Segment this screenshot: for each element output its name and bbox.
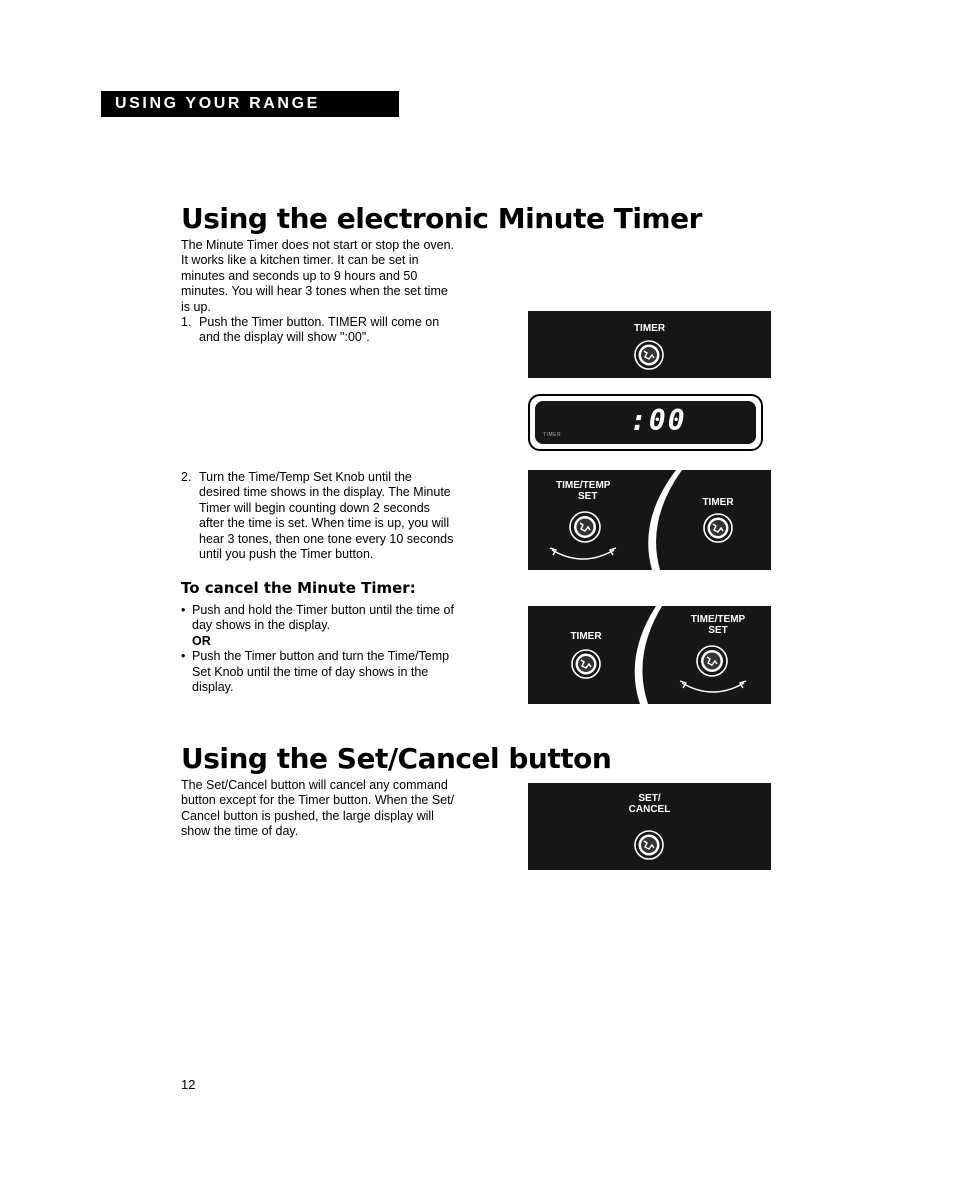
- cancel-timer-figure: [528, 606, 771, 704]
- timer-label: TIMER: [570, 631, 602, 642]
- bullet-line: day shows in the display.: [192, 618, 331, 633]
- label-line: TIME/TEMP: [690, 614, 746, 625]
- set-cancel-button-icon: [633, 829, 665, 861]
- rotate-arrow-icon: [548, 546, 618, 566]
- page-number: 12: [181, 1077, 196, 1092]
- bullet-line: Push and hold the Timer button until the time of: [192, 603, 454, 617]
- timer-label: TIMER: [702, 497, 734, 508]
- intro-line: It works like a kitchen timer. It can be set in: [181, 253, 419, 268]
- intro-line: The Minute Timer does not start or stop the oven.: [181, 238, 455, 252]
- list-item: [181, 649, 481, 695]
- time-temp-set-label: [556, 480, 616, 502]
- step-number: 2.: [181, 470, 192, 484]
- time-temp-knob-figure: [528, 470, 771, 570]
- step-line: Push the Timer button. TIMER will come on: [199, 315, 440, 329]
- bullet-line: Set Knob until the time of day shows in the: [192, 664, 429, 679]
- label-line: SET/: [638, 793, 661, 804]
- intro-line: is up.: [181, 299, 211, 314]
- step-number: 1.: [181, 315, 192, 329]
- list-item: [181, 603, 481, 634]
- step-line: after the time is set. When time is up, you will: [199, 516, 450, 531]
- step-line: hear 3 tones, then one tone every 10 seconds: [199, 531, 454, 546]
- label-line: SET: [578, 491, 598, 502]
- intro-line: minutes. You will hear 3 tones when the set time: [181, 284, 448, 299]
- timer-label: TIMER: [633, 323, 666, 334]
- timer-button-icon: [570, 648, 602, 680]
- label-line: TIME/TEMP: [556, 480, 611, 491]
- section-title-minute-timer: Using the electronic Minute Timer: [181, 202, 702, 235]
- paragraph-line: Cancel button is pushed, the large display will: [181, 808, 434, 823]
- set-cancel-paragraph: [181, 778, 481, 840]
- timer-display-figure: [528, 394, 763, 451]
- set-cancel-button-figure: [528, 783, 771, 870]
- section-title-set-cancel: Using the Set/Cancel button: [181, 742, 612, 775]
- time-temp-set-label: [683, 614, 753, 636]
- timer-intro-paragraph: [181, 238, 481, 315]
- intro-line: minutes and seconds up to 9 hours and 50: [181, 268, 418, 283]
- step-line: desired time shows in the display. The Minute: [199, 485, 451, 500]
- bullet-line: Push the Timer button and turn the Time/Temp: [192, 649, 450, 664]
- step-line: Timer will begin counting down 2 seconds: [199, 500, 430, 515]
- timer-button-icon: [702, 512, 734, 544]
- section-header: USING YOUR RANGE: [101, 91, 399, 117]
- label-line: SET: [708, 625, 728, 636]
- display-timer-indicator: TIMER: [543, 432, 562, 438]
- paragraph-line: button except for the Timer button. When the Set/: [181, 793, 455, 808]
- bullet-mark: •: [181, 603, 186, 617]
- or-label: OR: [192, 633, 211, 648]
- paragraph-line: show the time of day.: [181, 824, 299, 839]
- cancel-instructions: [181, 603, 481, 695]
- timer-button-icon: [633, 339, 665, 371]
- time-temp-knob-icon: [695, 644, 729, 678]
- step-line: until you push the Timer button.: [199, 547, 374, 562]
- subsection-title-cancel: To cancel the Minute Timer:: [181, 579, 416, 597]
- label-line: CANCEL: [628, 804, 671, 815]
- set-cancel-label: [528, 793, 771, 815]
- display-readout: :00: [630, 404, 687, 437]
- display-screen: [535, 401, 756, 444]
- timer-button-figure: [528, 311, 771, 378]
- step-line: and the display will show ":00".: [199, 330, 370, 345]
- time-temp-knob-icon: [568, 510, 602, 544]
- paragraph-line: The Set/Cancel button will cancel any command: [181, 778, 448, 792]
- step-line: Turn the Time/Temp Set Knob until the: [199, 470, 412, 484]
- rotate-arrow-icon: [678, 679, 748, 699]
- bullet-line: display.: [192, 680, 234, 695]
- bullet-mark: •: [181, 649, 186, 664]
